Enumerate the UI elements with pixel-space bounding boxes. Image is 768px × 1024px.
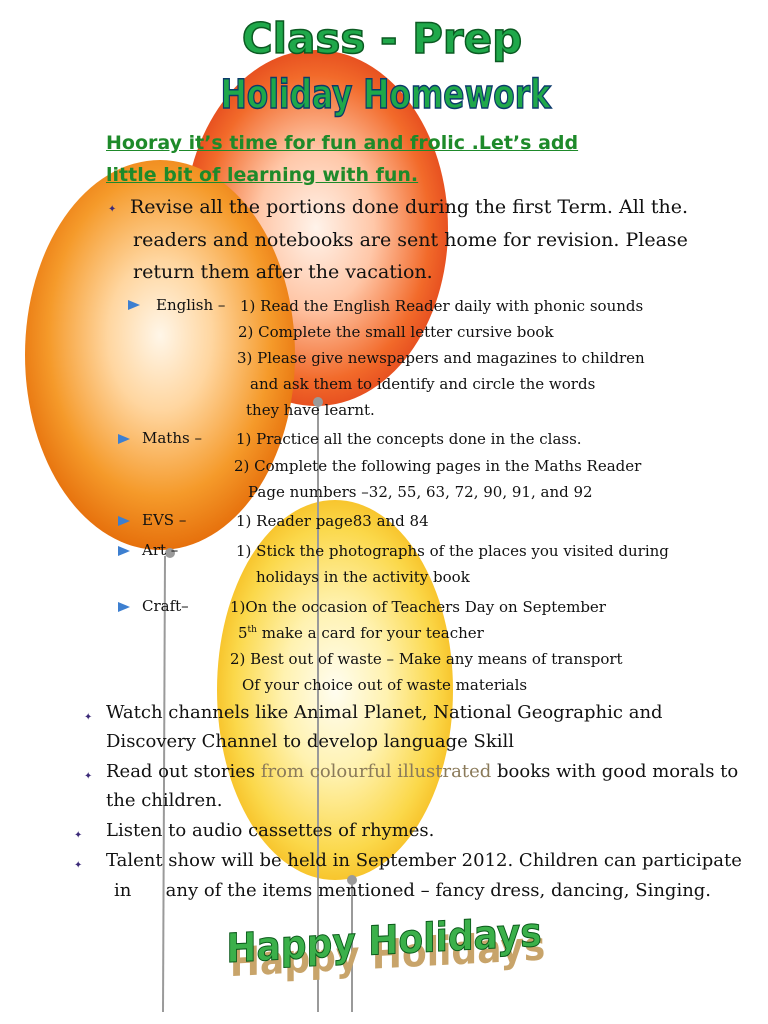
four-point-star-icon: ✦ <box>84 712 93 723</box>
english-label: English – <box>156 296 226 314</box>
four-point-star-icon: ✦ <box>74 860 83 871</box>
english-item-3b: and ask them to identify and circle the words <box>250 375 596 393</box>
bullet-stories-pre: Read out stories <box>106 761 261 782</box>
arrow-right-icon <box>118 434 130 444</box>
revise-dot: . <box>682 196 689 218</box>
english-item-2: 2) Complete the small letter cursive book <box>238 323 554 341</box>
four-point-star-icon: ✦ <box>74 830 83 841</box>
english-item-3: 3) Please give newspapers and magazines to children <box>237 349 645 367</box>
arrow-right-icon <box>128 300 140 310</box>
maths-item-2: 2) Complete the following pages in the Maths Reader <box>234 457 642 475</box>
craft-label: Craft– <box>142 597 189 615</box>
craft-item-2: 2) Best out of waste – Make any means of transport <box>230 650 623 668</box>
english-item-3c: they have learnt. <box>246 401 375 419</box>
intro-line-2: little bit of learning with fun. <box>106 164 419 186</box>
maths-item-1: 1) Practice all the concepts done in the class. <box>236 430 582 448</box>
revise-line-2: readers and notebooks are sent home for revision. Please <box>133 229 688 251</box>
craft-day-number: 5 <box>238 624 248 642</box>
craft-item-1: 1)On the occasion of Teachers Day on September <box>230 598 606 616</box>
bullet-talent-2: in any of the items mentioned – fancy dress, dancing, Singing. <box>114 880 712 901</box>
four-point-star-icon: ✦ <box>108 204 117 215</box>
bullet-stories-2: the children. <box>106 790 223 811</box>
arrow-right-icon <box>118 602 130 612</box>
arrow-right-icon <box>118 516 130 526</box>
craft-day-suffix: th <box>247 625 257 635</box>
maths-item-2b: Page numbers –32, 55, 63, 72, 90, 91, and 92 <box>248 483 593 501</box>
english-item-1: 1) Read the English Reader daily with phonic sounds <box>240 297 644 315</box>
art-item-1: 1) Stick the photographs of the places you visited during <box>236 542 669 560</box>
arrow-right-icon <box>118 546 130 556</box>
page-subtitle: Holiday Homework <box>220 72 551 118</box>
bullet-channels-1: Watch channels like Animal Planet, National Geographic and <box>106 702 663 723</box>
bullet-stories-post: books with good morals to <box>491 761 739 782</box>
happy-holidays-wordart: Happy Holidays <box>226 909 542 973</box>
bullet-talent-1: Talent show will be held in September 2012. Children can participate <box>106 850 742 871</box>
bullet-stories-highlight: from colourful illustrated <box>260 761 492 782</box>
four-point-star-icon: ✦ <box>84 771 93 782</box>
page-title: Class - Prep <box>241 14 523 63</box>
bullet-rhymes: Listen to audio cassettes of rhymes. <box>106 820 435 841</box>
intro-line-1: Hooray it’s time for fun and frolic .Let’s add <box>106 132 579 154</box>
revise-line-1: Revise all the portions done during the first Term. All the <box>130 196 683 218</box>
craft-item-1b-text: make a card for your teacher <box>256 624 484 642</box>
revise-line-3: return them after the vacation. <box>133 261 433 283</box>
evs-label: EVS – <box>142 511 187 529</box>
craft-item-2b: Of your choice out of waste materials <box>242 676 528 694</box>
maths-label: Maths – <box>142 429 202 447</box>
evs-item-1: 1) Reader page83 and 84 <box>236 512 429 530</box>
bullet-channels-2: Discovery Channel to develop language Skill <box>106 731 515 752</box>
art-item-1b: holidays in the activity book <box>256 568 470 586</box>
bullet-stories-1 <box>106 761 738 782</box>
art-label: Art – <box>142 541 179 559</box>
craft-item-1b <box>238 624 484 642</box>
